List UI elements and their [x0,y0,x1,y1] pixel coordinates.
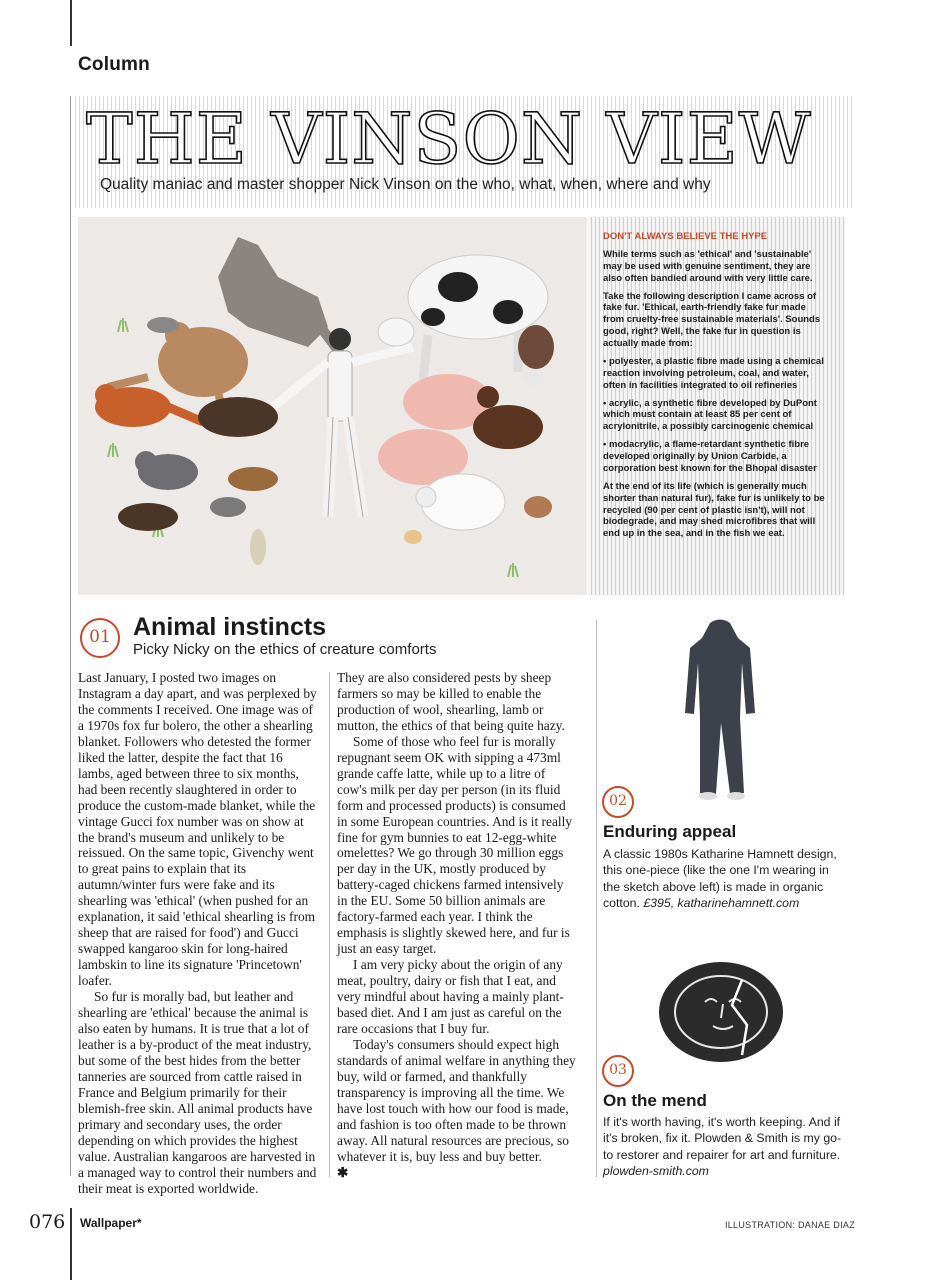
hype-sidebar [588,217,845,595]
stoat-figure [250,529,266,565]
possum-figure [147,317,179,333]
rat-figure [210,497,246,517]
section-label: Column [78,54,150,75]
article-paragraph: Today's consumers should expect high standards of animal welfare in anything they buy, wild or farmed, and thankfully transparency is improving all the time. We have lost touch with how our food is made, and fashion is too often made to be thrown away. All natural resources are precious, so whatever it is, buy less and buy better. [337,1036,576,1164]
mink-figure [118,503,178,531]
page-rule-bottom [70,1208,72,1280]
product-title: On the mend [603,1091,707,1110]
sidebar-paragraph: At the end of its life (which is generally much shorter than natural fur), fake fur is unlikely to be recycled (90 per cent of plastic isn't), will not biodegrade, and may shed microfibres that will end up in the sea, and in the fish we eat. [603,480,825,540]
article-paragraph: Last January, I posted two images on Instagram a day apart, and was perplexed by the comments I received. One image was of a 1970s fox fur bolero, the other a shearling blanket. Followers who detested the former liked the latter, despite the fact that 16 lambs, aged between three to six months, had been recently slaughtered in order to produce the custom-made blanket, while the vintage Gucci fox number was on show at the brand's museum and unlikely to be reissued. On the same topic, Givenchy went to great pains to explain that its autumn/winter furs were fake and its shearling was 'ethical' (when pushed for an explanation, it said 'ethical shearling is from sheep that are raised for food') and Gucci swapped kangaroo skin for long-haired lambskin to line its signature 'Princetown' loafer. [78,670,317,989]
hype-sidebar-text [603,231,828,546]
sidebar-paragraph: While terms such as 'ethical' and 'sustainable' may be used with genuine sentiment, they are also often bandied around with very little care. [603,248,813,284]
article-column-1 [78,670,320,1196]
beaver-figure [198,397,278,437]
end-mark: ✱ [337,1164,349,1180]
product-number-badge [602,1055,634,1087]
masthead-subtitle: Quality maniac and master shopper Nick Vinson on the who, what, when, where and why [100,176,711,193]
sidebar-bullet: • modacrylic, a flame-retardant synthetic fibre developed originally by Union Carbide, a corporation best known for the Bhopal disaster [603,439,817,474]
jumpsuit-product-image [680,618,760,803]
product-number: 03 [609,1062,627,1078]
marten-figure [228,467,278,491]
hype-sidebar-heading: DON'T ALWAYS BELIEVE THE HYPE [603,231,768,242]
animals-illustration [78,217,587,595]
page-rule-mid [70,96,71,1176]
sidebar-paragraph: Take the following description I came across of fake fur. 'Ethical, earth-friendly fake fur made from cruelty-free sustainable materials'. Sounds good, right? Well, the fake fur in question is actually made from: [603,290,821,349]
sidebar-bullet: • acrylic, a synthetic fibre developed by DuPont which must contain at least 85 per cent of acrylonitrile, a possibly carcinogenic chemical [603,397,817,433]
product-price-source: £395, katharinehamnett.com [643,896,800,911]
product-desc-text: A classic 1980s Katharine Hamnett design, this one-piece (like the one I'm wearing in the sketch above left) is made in organic cotton. [603,847,837,911]
broken-plate-product-image [657,960,785,1064]
raccoon-figure [135,451,198,490]
page-rule-top [70,0,72,46]
article-number: 01 [89,627,111,647]
duck-figure [521,369,545,385]
brand-name: Wallpaper* [80,1216,142,1230]
article-paragraph: They are also considered pests by sheep farmers so may be killed to enable the production of wool, shearling, lamb or mutton, the ethics of that being quite hazy. [337,670,565,733]
turkey-figure [518,325,554,369]
article-paragraph: I am very picky about the origin of any meat, poultry, dairy or fish that I eat, and very mindful about having a mainly plant-based diet. And I am just as careful on the rare occasions that I buy fur. [337,957,564,1036]
masthead-title: THE VINSON VIEW [86,98,812,180]
illustration-credit: ILLUSTRATION: DANAE DIAZ [724,1220,855,1230]
column-divider [596,620,597,1177]
product-number-badge [602,786,634,818]
man-figure [273,328,413,517]
article-title: Animal instincts [133,613,327,641]
rabbit-figure [524,496,552,518]
article-column-2 [337,670,577,1181]
goat-figure [473,386,543,449]
article-number-badge [80,618,120,658]
article-standfirst: Picky Nicky on the ethics of creature comforts [133,641,437,658]
sidebar-bullet: • polyester, a plastic fibre made using a chemical reaction involving petroleum, coal, and water, often in facilities integrated to oil refineries [603,355,824,391]
column-divider [329,672,330,1177]
product-price-source: plowden-smith.com [603,1164,709,1179]
illustration-drawing [78,217,587,595]
article-paragraph: Some of those who feel fur is morally repugnant seem OK with sipping a 473ml grande caffe latte, while up to a litre of cow's milk per day per person (in its fluid form and processed products) is consumed in some European countries. And is it really fine for gym bunnies to eat 12-egg-white omelettes? We go through 30 million eggs per day in the UK, mostly produced by battery-caged chickens farmed intensively in the EU. Some 50 billion animals are factory-farmed each year. I think the emphasis is slightly skewed here, and fur is just an easy target. [337,733,573,957]
product-description [603,1114,843,1180]
chick-figure [404,530,422,544]
page-number: 076 [29,1211,66,1233]
product-description [603,846,843,912]
article-paragraph: So fur is morally bad, but leather and shearling are 'ethical' because the animal is also eaten by humans. It is true that a lot of leather is a by-product of the meat industry, but some of the best hides from the better tanneries are sourced from cattle raised in France and Belgium primarily for their blemish-free skin. All animal products have primary and secondary uses, the order depending on which provides the highest value. Australian kangaroos are harvested in a managed way to control their numbers and their meat is exported worldwide. [78,989,317,1196]
product-desc-text: If it's worth having, it's worth keeping. And if it's broken, fix it. Plowden & Smith is my go-to restorer and repairer for art and furniture. [603,1115,842,1162]
product-title: Enduring appeal [603,822,737,841]
product-number: 02 [609,793,627,809]
